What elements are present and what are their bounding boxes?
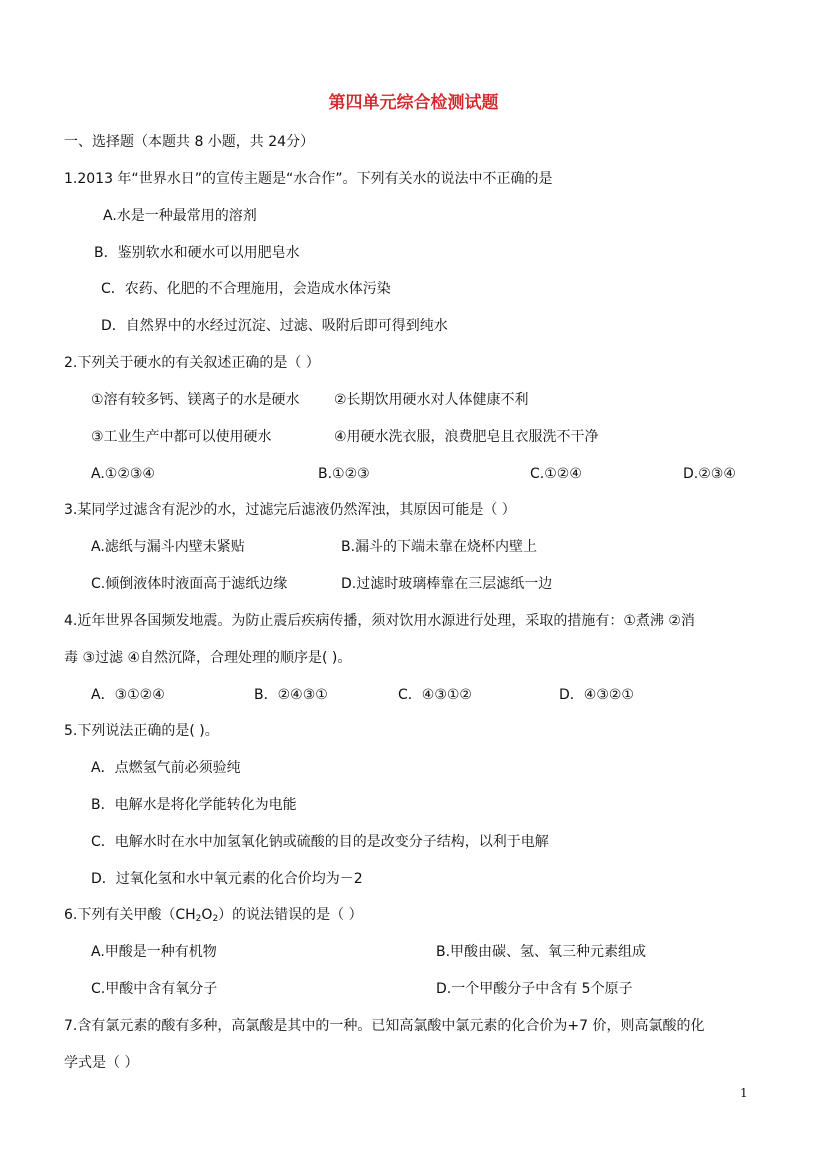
- question-5-option-b: B．电解水是将化学能转化为电能: [91, 797, 297, 813]
- question-6-formula-oxygen: O: [201, 907, 213, 923]
- question-6-stem-start: 6.下列有关甲酸（CH: [64, 907, 196, 923]
- question-3-option-a: A.滤纸与漏斗内壁未紧贴: [91, 539, 245, 555]
- question-1-option-b: B．鉴别软水和硬水可以用肥皂水: [94, 245, 300, 261]
- question-2-option-c: C.①②④: [530, 466, 582, 482]
- question-2-item-4: ④用硬水洗衣服，浪费肥皂且衣服洗不干净: [334, 429, 599, 445]
- question-4-option-b: B．②④③①: [254, 687, 328, 703]
- question-4-option-a: A．③①②④: [91, 687, 165, 703]
- question-1-stem: 1.2013 年“世界水日”的宣传主题是“水合作”。下列有关水的说法中不正确的是: [64, 171, 553, 187]
- question-2-item-3: ③工业生产中都可以使用硬水: [91, 429, 272, 445]
- question-1-option-d: D．自然界中的水经过沉淀、过滤、吸附后即可得到纯水: [101, 318, 448, 334]
- question-2-item-1: ①溶有较多钙、镁离子的水是硬水: [91, 392, 300, 408]
- question-6-option-c: C.甲酸中含有氧分子: [91, 981, 218, 997]
- question-7-stem-continued: 学式是（ ）: [64, 1055, 139, 1071]
- question-4-stem: 4.近年世界各国频发地震。为防止震后疾病传播，须对饮用水源进行处理，采取的措施有：①煮沸 ②消: [64, 613, 695, 629]
- question-4-stem-continued: 毒 ③过滤 ④自然沉降，合理处理的顺序是( )。: [64, 650, 352, 666]
- formula-subscript: 2: [212, 914, 219, 924]
- question-2-item-2: ②长期饮用硬水对人体健康不利: [334, 392, 529, 408]
- question-5-stem: 5.下列说法正确的是( )。: [64, 723, 219, 739]
- question-4-option-c: C．④③①②: [398, 687, 472, 703]
- question-6-option-a: A.甲酸是一种有机物: [91, 944, 217, 960]
- question-1-option-a: A.水是一种最常用的溶剂: [103, 208, 257, 224]
- page-number: 1: [740, 1086, 748, 1100]
- question-5-option-d: D．过氧化氢和水中氧元素的化合价均为－2: [91, 871, 363, 887]
- question-5-option-a: A．点燃氢气前必须验纯: [91, 760, 241, 776]
- question-3-option-d: D.过滤时玻璃棒靠在三层滤纸一边: [341, 576, 553, 592]
- question-5-option-c: C．电解水时在水中加氢氧化钠或硫酸的目的是改变分子结构，以利于电解: [91, 834, 549, 850]
- question-3-option-b: B.漏斗的下端未靠在烧杯内壁上: [341, 539, 538, 555]
- question-4-option-d: D．④③②①: [559, 687, 634, 703]
- question-6-option-d: D.一个甲酸分子中含有 5个原子: [436, 981, 633, 997]
- question-1-option-c: C．农药、化肥的不合理施用，会造成水体污染: [101, 281, 391, 297]
- formula-subscript: 2: [195, 914, 202, 924]
- question-3-stem: 3.某同学过滤含有泥沙的水，过滤完后滤液仍然浑浊，其原因可能是（ ）: [64, 502, 516, 518]
- question-7-stem: 7.含有氯元素的酸有多种，高氯酸是其中的一种。已知高氯酸中氯元素的化合价为+7 价，则高氯酸的化: [64, 1018, 705, 1034]
- section-heading: 一、选择题（本题共 8 小题，共 24分）: [64, 134, 315, 150]
- question-6-stem: [64, 905, 363, 929]
- question-2-stem: 2.下列关于硬水的有关叙述正确的是（ ）: [64, 355, 320, 371]
- question-6-option-b: B.甲酸由碳、氢、氧三种元素组成: [436, 944, 647, 960]
- question-6-stem-end: ）的说法错误的是（ ）: [218, 907, 363, 923]
- page-title: 第四单元综合检测试题: [328, 93, 499, 113]
- question-2-option-b: B.①②③: [318, 466, 370, 482]
- question-2-option-d: D.②③④: [683, 466, 736, 482]
- question-3-option-c: C.倾倒液体时液面高于滤纸边缘: [91, 576, 288, 592]
- question-2-option-a: A.①②③④: [91, 466, 155, 482]
